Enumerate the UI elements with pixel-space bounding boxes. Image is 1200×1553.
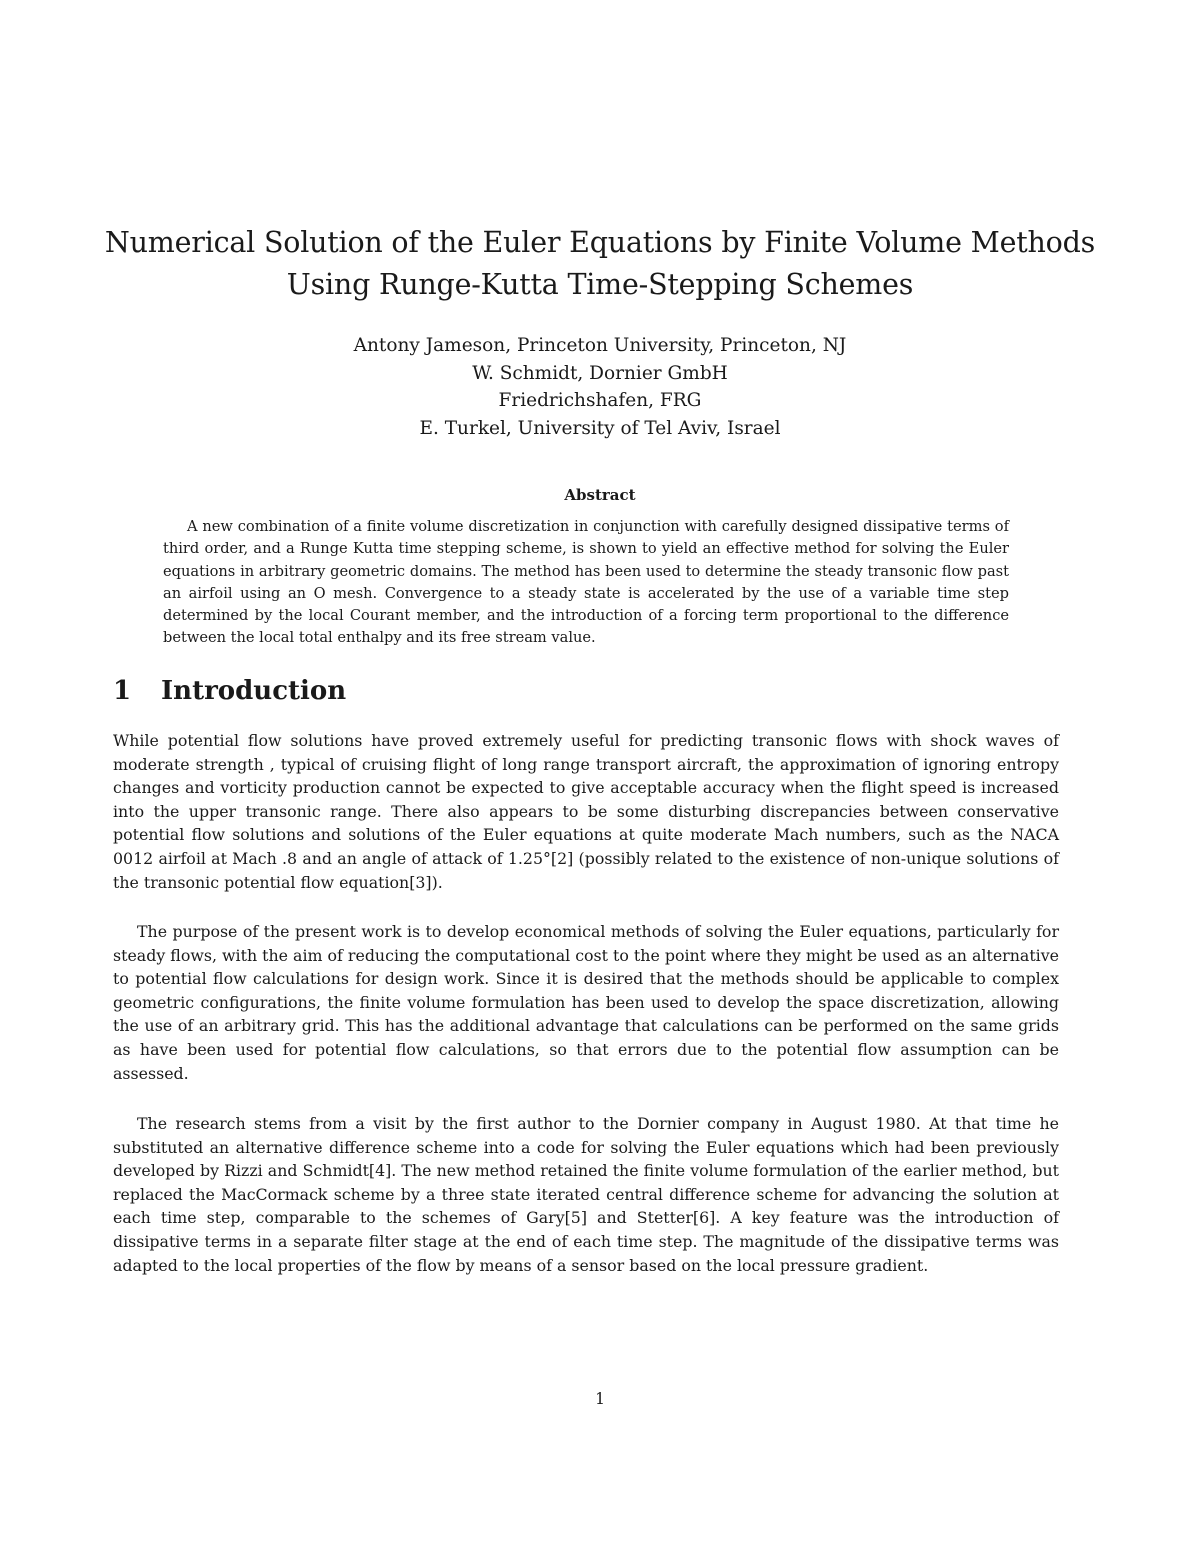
- body-paragraph: While potential flow solutions have proved extremely useful for predicting transonic flows with shock waves of moderate strength , typical of cruising flight of long range transport aircraft, the approximation of ignoring entropy changes and vorticity production cannot be expected to give acceptable accuracy when the flight speed is increased into the upper transonic range. There also appears to be some disturbing discrepancies between conservative potential flow solutions and solutions of the Euler equations at quite moderate Mach numbers, such as the NACA 0012 airfoil at Mach .8 and an angle of attack of 1.25°[2] (possibly related to the existence of non-unique solutions of the transonic potential flow equation[3]).: [113, 731, 1059, 892]
- page-number: 1: [595, 1390, 605, 1408]
- abstract-heading: Abstract: [564, 486, 636, 504]
- title-line-2: Using Runge-Kutta Time-Stepping Schemes: [286, 268, 914, 301]
- author-line: Antony Jameson, Princeton University, Princeton, NJ: [353, 335, 847, 356]
- author-block: [100, 332, 1100, 442]
- body-paragraph: The research stems from a visit by the first author to the Dornier company in August 1980. At that time he substituted an alternative difference scheme into a code for solving the Euler equations which had been previously developed by Rizzi and Schmidt[4]. The new method retained the finite volume formulation of the earlier method, but replaced the MacCormack scheme by a three state iterated central difference scheme for advancing the solution at each time step, comparable to the schemes of Gary[5] and Stetter[6]. A key feature was the introduction of dissipative terms in a separate filter stage at the end of each time step. The magnitude of the dissipative terms was adapted to the local properties of the flow by means of a sensor based on the local pressure gradient.: [113, 1114, 1059, 1275]
- paper-title: [80, 222, 1120, 306]
- author-line: W. Schmidt, Dornier GmbH: [472, 362, 728, 384]
- abstract-text: A new combination of a finite volume discretization in conjunction with carefully designed dissipative terms of third order, and a Runge Kutta time stepping scheme, is shown to yield an effective method for solving the Euler equations in arbitrary geometric domains. The method has been used to determine the steady transonic flow past an airfoil using an O mesh. Convergence to a steady state is accelerated by the use of a variable time step determined by the local Courant member, and the introduction of a forcing term proportional to the difference between the local total enthalpy and its free stream value.: [163, 518, 1009, 647]
- title-line-1: Numerical Solution of the Euler Equations by Finite Volume Methods: [104, 226, 1096, 259]
- author-line: E. Turkel, University of Tel Aviv, Israel: [419, 417, 781, 439]
- author-line: Friedrichshafen, FRG: [498, 390, 702, 411]
- section-heading: [113, 676, 713, 706]
- section-title: Introduction: [161, 676, 347, 706]
- body-paragraph: The purpose of the present work is to develop economical methods of solving the Euler equations, particularly for steady flows, with the aim of reducing the computational cost to the point where they might be used as an alternative to potential flow calculations for design work. Since it is desired that the methods should be applicable to complex geometric configurations, the finite volume formulation has been used to develop the space discretization, allowing the use of an arbitrary grid. This has the additional advantage that calculations can be performed on the same grids as have been used for potential flow calculations, so that errors due to the potential flow assumption can be assessed.: [113, 922, 1059, 1083]
- section-number: 1: [113, 676, 132, 706]
